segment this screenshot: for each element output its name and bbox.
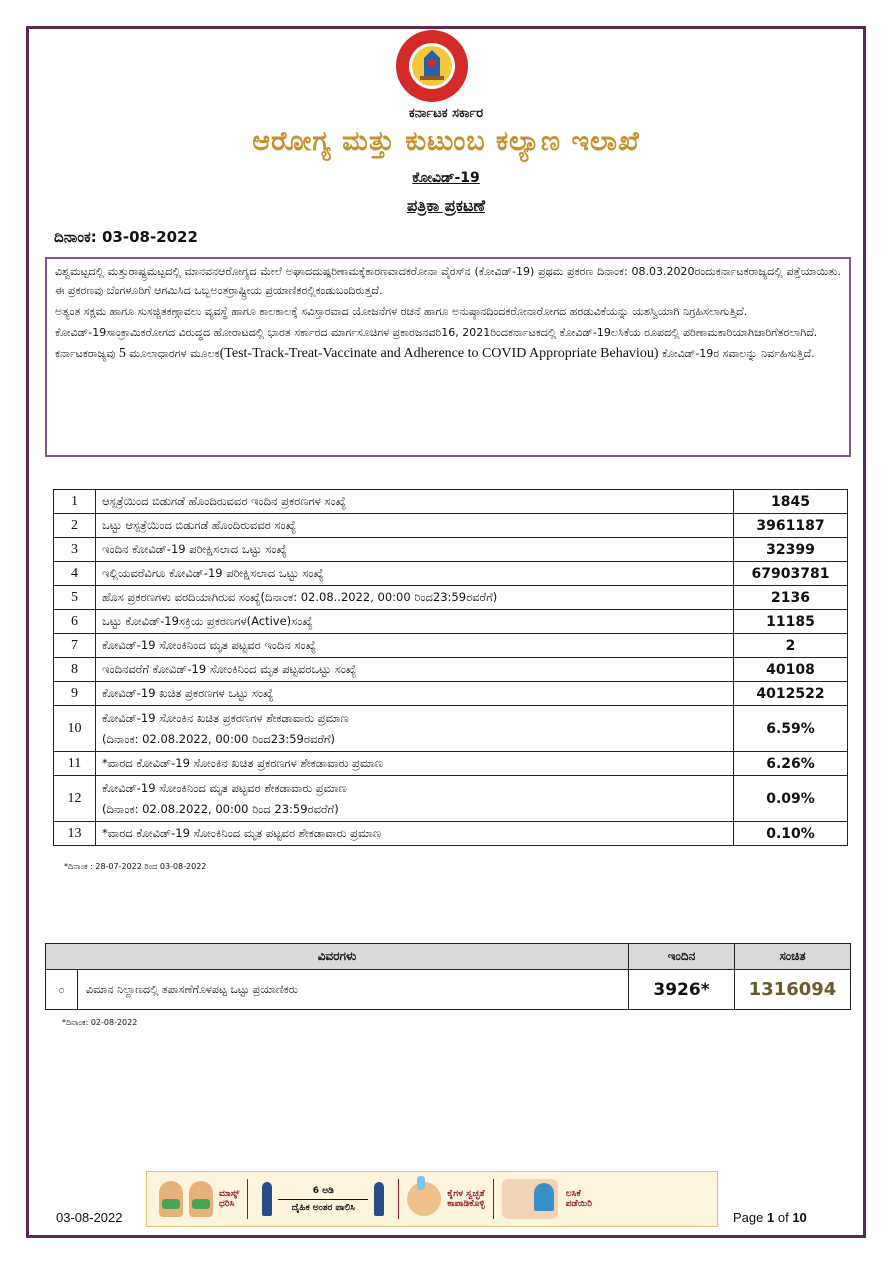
banner-divider bbox=[493, 1179, 494, 1219]
intro-p4-number: 5 bbox=[118, 346, 126, 361]
row-description bbox=[96, 514, 734, 538]
footer-date: 03-08-2022 bbox=[56, 1210, 123, 1225]
intro-paragraph-3: ಕೋವಿಡ್-19ಸಾಂಕ್ರಾಮಿಕರೋಗದ ವಿರುದ್ಧದ ಹೋರಾಟದಲ್ಲಿ ಭಾರತ ಸರ್ಕಾರದ ಮಾರ್ಗಸೂಚಿಗಳ ಪ್ರಕಾರಜನವರಿ16, 2021ರಿಂದಕರ್ನಾಟಕದಲ್ಲಿ ಕೋವಿಡ್-19ಲಸಿಕೆಯ ರೂಪದಲ್ಲಿ ಪರಿಣಾಮಕಾರಿಯಾಗಿಜಾರಿಗೆತರಲಾಗಿದೆ. bbox=[55, 326, 818, 339]
vaccination-icon bbox=[502, 1179, 558, 1219]
handwash-icon bbox=[407, 1182, 441, 1216]
of-word: of bbox=[777, 1210, 789, 1225]
row-number: 7 bbox=[54, 634, 96, 658]
row-number: 13 bbox=[54, 822, 96, 846]
mask-segment bbox=[159, 1172, 239, 1226]
row-description: ವಿಮಾನ ನಿಲ್ದಾಣದಲ್ಲಿ ತಪಾಸಣೆಗೊಳಪಟ್ಟ ಒಟ್ಟು ಪ್ರಯಾಣಿಕರು bbox=[78, 970, 629, 1010]
row-description bbox=[96, 490, 734, 514]
row-value: 0.10% bbox=[734, 822, 848, 846]
intro-box bbox=[45, 257, 851, 457]
row-description-line: ಇಂದಿನ ಕೋವಿಡ್-19 ಪರೀಕ್ಷಿಸಲಾದ ಒಟ್ಟು ಸಂಖ್ಯೆ bbox=[102, 542, 287, 556]
header-cumulative: ಸಂಚಿತ bbox=[735, 944, 851, 970]
arrivals-date-note: *ದಿನಾಂಕ: 02-08-2022 bbox=[62, 1018, 138, 1027]
row-description bbox=[96, 706, 734, 752]
row-number: 6 bbox=[54, 610, 96, 634]
row-number: 5 bbox=[54, 586, 96, 610]
row-description bbox=[96, 586, 734, 610]
vaccine-segment bbox=[502, 1172, 592, 1226]
vaccine-text bbox=[566, 1189, 592, 1209]
covid-stats-table bbox=[53, 489, 848, 846]
handwash-text bbox=[447, 1189, 484, 1209]
row-number: 4 bbox=[54, 562, 96, 586]
hands-line-1: ಕೈಗಳ ಸ್ವಚ್ಛತೆ bbox=[447, 1189, 485, 1199]
row-cumulative-value: 1316094 bbox=[735, 970, 851, 1010]
page-total: 10 bbox=[792, 1210, 807, 1225]
row-description-line: ಕೋವಿಡ್-19 ಸೋಂಕಿನಿಂದ ಮೃತ ಪಟ್ಟವರ ಇಂದಿನ ಸಂಖ್ಯೆ bbox=[102, 638, 316, 652]
row-description-line: ಇಲ್ಲಿಯವರೆವಿಗೂ ಕೋವಿಡ್-19 ಪರೀಕ್ಷಿಸಲಾದ ಒಟ್ಟು ಸಂಖ್ಯೆ bbox=[102, 566, 324, 580]
intro-p4-state: ಕರ್ನಾಟಕರಾಜ್ಯವು bbox=[55, 347, 116, 360]
table-row bbox=[54, 610, 848, 634]
page-current: 1 bbox=[767, 1210, 775, 1225]
row-value: 3961187 bbox=[734, 514, 848, 538]
table-row bbox=[54, 706, 848, 752]
row-value: 1845 bbox=[734, 490, 848, 514]
masked-face-icon bbox=[159, 1181, 183, 1217]
weekly-date-note: *ದಿನಾಂಕ : 28-07-2022 ರಿಂದ 03-08-2022 bbox=[64, 862, 207, 871]
vax-line-1: ಲಸಿಕೆ bbox=[565, 1189, 581, 1199]
banner-divider bbox=[247, 1179, 248, 1219]
distance-value: 6 ಅಡಿ bbox=[312, 1185, 334, 1196]
row-description bbox=[96, 822, 734, 846]
row-description-line: ಒಟ್ಟು ಕೋವಿಡ್-19ಸಕ್ರಿಯ ಪ್ರಕರಣಗಳ(Active)ಸಂಖ್ಯೆ bbox=[102, 614, 313, 628]
row-value: 32399 bbox=[734, 538, 848, 562]
row-description-line: ಒಟ್ಟು ಆಸ್ಪತ್ರೆಯಿಂದ ಬಿಡುಗಡೆ ಹೊಂದಿರುವವರ ಸಂಖ್ಯೆ bbox=[102, 518, 297, 532]
header-today: ಇಂದಿನ bbox=[629, 944, 735, 970]
row-value: 40108 bbox=[734, 658, 848, 682]
hands-line-2: ಕಾಪಾಡಿಕೊಳ್ಳಿ bbox=[447, 1199, 485, 1209]
row-number: 12 bbox=[54, 776, 96, 822]
page-number bbox=[733, 1210, 807, 1225]
row-description-line: ಕೋವಿಡ್-19 ಸೋಂಕಿನ ಖಚಿತ ಪ್ರಕರಣಗಳ ಶೇಕಡಾವಾರು ಪ್ರಮಾಣ bbox=[102, 710, 349, 725]
airport-screening-table bbox=[45, 943, 851, 1010]
row-value: 2 bbox=[734, 634, 848, 658]
table-row bbox=[54, 634, 848, 658]
row-description-line: *ವಾರದ ಕೋವಿಡ್-19 ಸೋಂಕಿನಿಂದ ಮೃತ ಪಟ್ಟವರ ಶೇಕಡಾವಾರು ಪ್ರಮಾಣ bbox=[102, 826, 382, 840]
row-description bbox=[96, 752, 734, 776]
row-description bbox=[96, 776, 734, 822]
row-number: 3 bbox=[54, 538, 96, 562]
table-row bbox=[54, 538, 848, 562]
intro-paragraph-1: ವಿಶ್ವಮಟ್ಟದಲ್ಲಿ ಮತ್ತುರಾಷ್ಟ್ರಮಟ್ಟದಲ್ಲಿ ಮಾನವನಆರೋಗ್ಯದ ಮೇಲೆ ಅಘಾದದುಷ್ಪರಿಣಾಮಕ್ಕೆಕಾರಣವಾದಕರೋನಾ ವೈರಸ್‍ನ (ಕೋವಿಡ್-19) ಪ್ರಥಮ ಪ್ರಕರಣ ದಿನಾಂಕ: 08.03.2020ರಂದುಕರ್ನಾಟಕರಾಜ್ಯದಲ್ಲಿ ಪತ್ತೆಯಾಯಿತು. ಈ ಪ್ರಕರಣವು ಬೆಂಗಳೂರಿಗೆ ಆಗಮಿಸಿದ ಒಬ್ಬಅಂತರ್‍ರಾಷ್ಟ್ರೀಯ ಪ್ರಯಾಣಿಕರಲ್ಲಿಕಂಡುಬಂದಿರುತ್ತದೆ. bbox=[55, 265, 841, 297]
department-title: ಆರೋಗ್ಯ ಮತ್ತು ಕುಟುಂಬ ಕಲ್ಯಾಣ ಇಲಾಖೆ bbox=[252, 126, 640, 157]
intro-p4-end: ಕೋವಿಡ್-19ರ ಸವಾಲನ್ನು ನಿರ್ವಹಿಸುತ್ತಿದೆ. bbox=[662, 347, 815, 360]
table-row bbox=[54, 586, 848, 610]
row-value: 67903781 bbox=[734, 562, 848, 586]
row-description bbox=[96, 562, 734, 586]
table-row bbox=[46, 970, 851, 1010]
row-index: ೦ bbox=[46, 970, 78, 1010]
row-value: 2136 bbox=[734, 586, 848, 610]
government-title: ಕರ್ನಾಟಕ ಸರ್ಕಾರ bbox=[408, 106, 484, 121]
masked-face-icon bbox=[189, 1181, 213, 1217]
table-row bbox=[54, 514, 848, 538]
handwash-segment bbox=[407, 1172, 484, 1226]
covid-appropriate-behaviour-banner bbox=[146, 1171, 718, 1227]
date-label: ದಿನಾಂಕ: bbox=[54, 228, 97, 246]
mask-text bbox=[219, 1189, 239, 1209]
header-details: ವಿವರಗಳು bbox=[46, 944, 629, 970]
press-release-title: ಪತ್ರಿಕಾ ಪ್ರಕಟಣೆ bbox=[406, 196, 486, 215]
table-row bbox=[54, 658, 848, 682]
covid-title: ಕೋವಿಡ್-19 bbox=[412, 170, 480, 186]
table-row bbox=[54, 682, 848, 706]
release-date bbox=[54, 228, 198, 246]
vax-line-2: ಪಡೆಯಿರಿ bbox=[565, 1199, 593, 1209]
distance-label: ದೈಹಿಕ ಅಂತರ ಪಾಲಿಸಿ bbox=[291, 1202, 355, 1213]
row-description-line: ಕೋವಿಡ್-19 ಸೋಂಕಿನಿಂದ ಮೃತ ಪಟ್ಟವರ ಶೇಕಡಾವಾರು ಪ್ರಮಾಣ bbox=[102, 780, 347, 795]
table-row bbox=[54, 562, 848, 586]
date-value: 03-08-2022 bbox=[101, 228, 198, 246]
distance-text bbox=[278, 1186, 368, 1213]
person-icon bbox=[262, 1182, 272, 1216]
row-description-line: *ವಾರದ ಕೋವಿಡ್-19 ಸೋಂಕಿನ ಖಚಿತ ಪ್ರಕರಣಗಳ ಶೇಕಡಾವಾರು ಪ್ರಮಾಣ bbox=[102, 756, 384, 770]
intro-paragraph-2: ಅತ್ಯಂತ ಸಕ್ಷಮ ಹಾಗೂ ಸುಸಜ್ಜಿತಕಣ್ಗಾವಲು ವ್ಯವಸ್ಥೆ ಹಾಗೂ ಕಾಲಕಾಲಕ್ಕೆ ಸವಿಸ್ತಾರವಾದ ಯೋಜನೆಗಳ ರಚನೆ ಹಾಗೂ ಅನುಷ್ಠಾನದಿಂದಕರೋನಾರೋಗದ ಹರಡುವಿಕೆಯನ್ನು ಯಶಸ್ವಿಯಾಗಿ ನಿಗ್ರಹಿಸಲಾಗುತ್ತಿದೆ. bbox=[55, 305, 748, 318]
row-number: 9 bbox=[54, 682, 96, 706]
banner-divider bbox=[398, 1179, 399, 1219]
row-number: 10 bbox=[54, 706, 96, 752]
row-number: 2 bbox=[54, 514, 96, 538]
row-description-line: ಆಸ್ಪತ್ರೆಯಿಂದ ಬಿಡುಗಡೆ ಹೊಂದಿರುವವರ ಇಂದಿನ ಪ್ರಕರಣಗಳ ಸಂಖ್ಯೆ bbox=[102, 494, 347, 508]
row-description-line: (ದಿನಾಂಕ: 02.08.2022, 00:00 ರಿಂದ 23:59ರವರೆಗೆ) bbox=[102, 801, 339, 816]
row-description bbox=[96, 538, 734, 562]
row-description-line: ಇಂದಿನವರೆಗೆ ಕೋವಿಡ್-19 ಸೋಂಕಿನಿಂದ ಮೃತ ಪಟ್ಟವರಒಟ್ಟು ಸಂಖ್ಯೆ bbox=[102, 662, 357, 676]
row-description bbox=[96, 634, 734, 658]
row-number: 11 bbox=[54, 752, 96, 776]
row-today-value: 3926* bbox=[629, 970, 735, 1010]
intro-p4-pillars: ಮೂಲಾಧಾರಗಳ ಮೂಲಕ bbox=[129, 347, 220, 360]
mask-line-1: ಮಾಸ್ಕ್ bbox=[219, 1189, 240, 1199]
table-row bbox=[54, 776, 848, 822]
government-seal-logo bbox=[386, 28, 478, 104]
table-row bbox=[54, 822, 848, 846]
row-description-line: (ದಿನಾಂಕ: 02.08.2022, 00:00 ರಿಂದ23:59ರವರೆಗೆ) bbox=[102, 731, 336, 746]
table-row bbox=[54, 752, 848, 776]
page-word: Page bbox=[733, 1210, 764, 1225]
distance-segment bbox=[256, 1172, 390, 1226]
row-description-line: ಕೋವಿಡ್-19 ಖಚಿತ ಪ್ರಕರಣಗಳ ಒಟ್ಟು ಸಂಖ್ಯೆ bbox=[102, 686, 274, 700]
row-description-line: ಹೊಸ ಪ್ರಕರಣಗಳು ವರದಿಯಾಗಿರುವ ಸಂಖ್ಯೆ(ದಿನಾಂಕ: 02.08..2022, 00:00 ರಿಂದ23:59ರವರೆಗೆ) bbox=[102, 590, 498, 604]
row-number: 1 bbox=[54, 490, 96, 514]
row-description bbox=[96, 682, 734, 706]
person-icon bbox=[374, 1182, 384, 1216]
mask-line-2: ಧರಿಸಿ bbox=[219, 1199, 235, 1209]
row-value: 4012522 bbox=[734, 682, 848, 706]
row-value: 6.26% bbox=[734, 752, 848, 776]
table-row bbox=[54, 490, 848, 514]
row-value: 6.59% bbox=[734, 706, 848, 752]
row-value: 11185 bbox=[734, 610, 848, 634]
row-number: 8 bbox=[54, 658, 96, 682]
row-description bbox=[96, 658, 734, 682]
row-description bbox=[96, 610, 734, 634]
row-value: 0.09% bbox=[734, 776, 848, 822]
double-arrow-icon bbox=[278, 1199, 368, 1200]
intro-paragraph-4 bbox=[55, 344, 841, 363]
intro-p4-english: (Test-Track-Treat-Vaccinate and Adherence to COVID Appropriate Behaviou) bbox=[219, 346, 659, 361]
